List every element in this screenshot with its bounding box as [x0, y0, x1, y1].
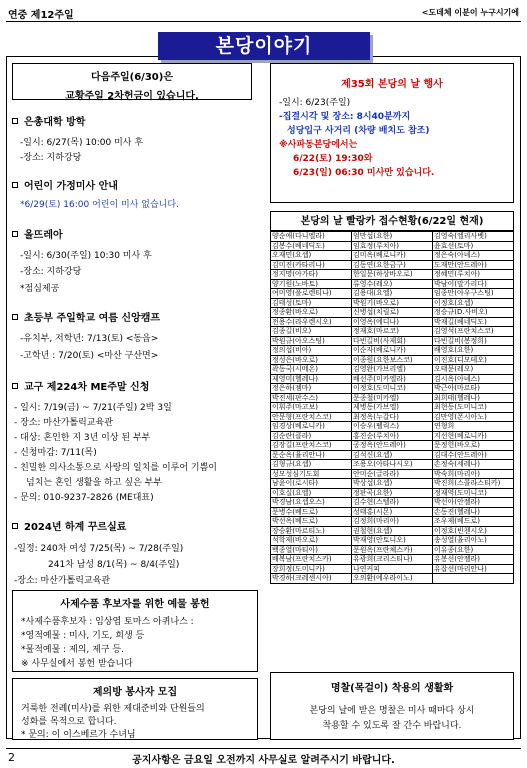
table-cell: 제병동(가브엘) [352, 403, 433, 413]
table-row [271, 564, 514, 574]
table-row [271, 555, 514, 565]
table-cell: 이순자(베로니카) [352, 346, 433, 356]
table-cell: 박경남(요셉오스) [271, 498, 352, 508]
table-cell: 한일문(하상바오로) [352, 270, 433, 280]
table-cell: 오재민(요셉) [271, 251, 352, 261]
table-row [271, 232, 514, 242]
table-cell: 김대수(안드레아) [433, 450, 514, 460]
me-line7: - 문의: 010-9237-2826 (ME대표) [14, 493, 154, 503]
table-row [271, 384, 514, 394]
table-cell: 박선아(안젤라) [433, 498, 514, 508]
table-cell: 박진세(판수스) [271, 393, 352, 403]
table-row [271, 507, 514, 517]
table-cell: 장희정(도미니카) [271, 564, 352, 574]
table-cell: 문종철(미카엘) [352, 393, 433, 403]
table-cell: 김형규(요셉) [271, 460, 352, 470]
section-camp-title: 초등부 주일학교 여름 신앙캠프 [12, 309, 160, 324]
table-cell: 유광희(크리스티나) [352, 555, 433, 565]
feast-line6: 6/23(일) 06:30 미사만 있습니다. [293, 168, 435, 178]
me-line4: - 신청마감: 7/11(목) [14, 448, 97, 458]
table-cell: 배영호(요한) [433, 346, 514, 356]
volunteer-box [12, 678, 258, 740]
table-row [271, 355, 514, 365]
table-cell: 오의환(에우라이노) [352, 574, 433, 584]
notice-box [12, 63, 252, 100]
eunchung-line2: -장소: 지하강당 [20, 153, 82, 163]
table-cell: 정승규(D.사비오) [433, 308, 514, 318]
table-cell: 김영완(가브리엘) [352, 365, 433, 375]
table-cell: 김종길(비오) [271, 327, 352, 337]
table-cell: 김미옥(베로니카) [352, 251, 433, 261]
table-row [271, 479, 514, 489]
table-cell: 이유종(요한) [433, 545, 514, 555]
page-number: 2 [8, 751, 15, 764]
table-cell: 여미영(플로렌티나) [271, 289, 352, 299]
name-tag-line2: 착용할 수 있도록 잘 간수 바랍니다. [322, 721, 462, 731]
table-cell: 정은하(젬마) [271, 384, 352, 394]
table-cell: 박근아(마르타) [433, 384, 514, 394]
table-cell: 박상섭(요셉) [352, 479, 433, 489]
table-cell: 박남이(말가리다) [433, 279, 514, 289]
table-cell: 김만영(폰시아노) [433, 412, 514, 422]
table-cell: 김미진(카타리나) [271, 260, 352, 270]
table-row [271, 469, 514, 479]
square-bullet-icon [12, 314, 18, 320]
card-table [270, 231, 514, 584]
table-row [271, 365, 514, 375]
table-cell: 배선주(미카엘라) [352, 374, 433, 384]
table-row [271, 422, 514, 432]
table-cell: 다빈길비(사제회) [352, 336, 433, 346]
table-cell: 석학제(바오로) [271, 536, 352, 546]
table-cell: 김시옥(아녜스) [433, 374, 514, 384]
table-cell: 이호실(요엘) [271, 488, 352, 498]
table-row [271, 412, 514, 422]
table-row [271, 308, 514, 318]
table-cell: 박원규(아오스팅) [271, 336, 352, 346]
table-row [271, 336, 514, 346]
table-cell: 제영미(헬레나) [271, 374, 352, 384]
table-row [271, 545, 514, 555]
volunteer-line2: 성화를 목적으로 합니다. [21, 717, 117, 727]
header-right: <도데체 이분이 누구시기에 [421, 8, 519, 17]
table-cell: 이진호(디모테오) [433, 355, 514, 365]
table-row [271, 450, 514, 460]
table-cell: 김장길(프란치스코) [271, 441, 352, 451]
table-cell: 정종환(바오로) [271, 308, 352, 318]
table-row [271, 317, 514, 327]
table-cell: 박경하(크레센시아) [271, 574, 352, 584]
table-row [271, 526, 514, 536]
table-row [271, 393, 514, 403]
table-cell: 연형희 [433, 422, 514, 432]
footer-text: 공지사항은 금요일 오전까지 사무실로 알려주시기 바랍니다. [132, 755, 395, 766]
name-tag-title: 명찰(목걸이) 착용의 생활화 [330, 683, 454, 694]
table-cell: 곽동국(시메온) [271, 365, 352, 375]
table-cell: 이휘주(마고보) [271, 403, 352, 413]
table-row [271, 270, 514, 280]
table-row [271, 536, 514, 546]
table-row [271, 260, 514, 270]
table-cell: 정성은(바오로) [271, 355, 352, 365]
olle-line2: -장소: 지하강당 [20, 267, 82, 277]
table-cell: 도재만(안드레아) [433, 260, 514, 270]
table-cell: 정지명(아가타) [271, 270, 352, 280]
table-row [271, 327, 514, 337]
table-cell: 박숙희(마리아) [433, 469, 514, 479]
offering-line3: *물적예물 : 제의, 제구 등. [21, 645, 124, 655]
table-cell: 정재호(마르코) [352, 327, 433, 337]
table-cell: 이정호(도미니코) [352, 384, 433, 394]
olle-line1: -일시: 6/30(주일) 10:30 미사 후 [20, 251, 152, 261]
table-cell: 류영수(레오) [352, 279, 433, 289]
table-cell: 문순옥(율리안나) [271, 450, 352, 460]
table-cell: 양기원(노바토) [271, 279, 352, 289]
table-cell: 임경상(베로니카) [271, 422, 352, 432]
volunteer-title: 제의방 봉사자 모집 [92, 687, 178, 698]
table-cell: 권철현(요셉) [352, 526, 433, 536]
table-cell: 남윤이(로시타) [271, 479, 352, 489]
table-cell: 다빈길비(봉정희) [433, 336, 514, 346]
section-me-title: 교구 제224차 ME주말 신청 [12, 378, 149, 393]
square-bullet-icon [12, 523, 18, 529]
table-row [271, 460, 514, 470]
table-cell: 최정옥(누갈다) [352, 412, 433, 422]
me-line5: - 친밀한 의사소통으로 사랑의 일치를 이루어 기쁨이 [14, 463, 217, 473]
table-row [271, 346, 514, 356]
table-cell: 이영옥(에디나) [352, 317, 433, 327]
table-cell: 오태문(레오) [433, 365, 514, 375]
table-cell: 전용수(라우렌시오) [271, 317, 352, 327]
table-cell: 정재역(도미니코) [433, 488, 514, 498]
table-cell: 박재영(안토니오) [352, 536, 433, 546]
feast-line2: -집결시각 및 장소: 8시40분까지 [279, 112, 411, 122]
table-cell: 김태성(토마) [271, 298, 352, 308]
table-cell: 유봉선(안젤라) [433, 555, 514, 565]
table-cell: 정의섭(비아) [271, 346, 352, 356]
table-cell: 홍진순(루치아) [352, 431, 433, 441]
table-row [271, 488, 514, 498]
header-left: 연중 제12주일 [8, 10, 74, 21]
table-cell: 김용대(요엘) [352, 289, 433, 299]
table-cell: 나연커피 [352, 564, 433, 574]
table-cell: 이정호(빈첸시오) [433, 526, 514, 536]
feast-line3: 성당입구 사거리 (차량 배치도 참조) [287, 126, 430, 136]
olle-line3: *점심제공 [20, 284, 60, 294]
card-table-title: 본당의 날 빨랑카 접수현황(6/22일 현재) [270, 211, 514, 231]
table-cell: 박진희(스콜라스티카) [433, 479, 514, 489]
children-line1: *6/29(토) 16:00 어린이 미사 없습니다. [20, 200, 179, 210]
table-cell: 안미순(글라라) [352, 469, 433, 479]
feast-line5: 6/22(토) 19:30와 [293, 154, 373, 164]
me-line2: - 장소: 마산가톨릭교육관 [14, 418, 113, 428]
table-row [271, 289, 514, 299]
table-cell [433, 574, 514, 584]
table-cell: 정판곡(요한) [352, 488, 433, 498]
kku-line1: -일정: 240차 여성 7/25(목) ~ 7/28(주일) [14, 544, 184, 554]
square-bullet-icon [12, 118, 18, 124]
table-cell: 장승환(마르티노) [271, 526, 352, 536]
volunteer-line1: 거룩한 전례(미사)를 위한 제대준비와 단원들의 [21, 704, 205, 714]
table-cell: 박재길(베네딕도) [433, 317, 514, 327]
table-cell: 김정희(마리아) [352, 517, 433, 527]
table-cell: 문원옥(프란체스카) [352, 545, 433, 555]
feast-line1: -일시: 6/23(주일) [279, 98, 351, 108]
table-row [271, 241, 514, 251]
table-cell: 이정호(요셉) [433, 298, 514, 308]
feast-title: 제35회 본당의 날 행사 [341, 79, 443, 90]
table-cell: 임종만(아우구스팅) [433, 289, 514, 299]
table-cell: 김봉수(베네딕도) [271, 241, 352, 251]
table-cell: 김동연(요한금구) [352, 260, 433, 270]
table-cell: 최희태(헬레나) [433, 393, 514, 403]
table-row [271, 251, 514, 261]
table-row [271, 498, 514, 508]
page-header [6, 5, 521, 22]
name-tag-box [270, 672, 514, 740]
camp-line2: -고학년 : 7/20(토) <마산 구산면> [20, 351, 159, 361]
offering-line1: *사제수품후보자 : 임상엽 토마스 아퀴나스 : [21, 617, 194, 627]
header-rule [6, 21, 521, 22]
table-cell: 성모성심기도회 [271, 469, 352, 479]
feast-box [270, 63, 514, 203]
table-row [271, 574, 514, 584]
table-cell: 문정헌(바오로) [433, 441, 514, 451]
table-cell: 유잡선(마리안나) [433, 564, 514, 574]
table-cell: 송성열(율리아노) [433, 536, 514, 546]
table-cell: 이승우(펠릭스) [352, 422, 433, 432]
feast-line4: ※사파동본당에서는 [279, 140, 358, 150]
me-line3: - 대상: 혼인한 지 3년 이상 된 부부 [14, 433, 151, 443]
kku-line3: -장소: 마산가톨릭교육관 [14, 576, 111, 586]
offering-box [12, 590, 258, 672]
section-kku-title: 2024년 하계 꾸르실료 [12, 518, 126, 533]
camp-line1: -유치부, 저학년: 7/13(토) <동읍> [20, 334, 159, 344]
table-cell: 신병섭(치릴로) [352, 308, 433, 318]
me-line6: 넘치는 혼인 생활을 하고 싶은 부부 [26, 478, 163, 488]
table-cell: 최현동(도미니코) [433, 403, 514, 413]
kku-line2: 241차 남성 8/1(목) ~ 8/4(주일) [48, 560, 180, 570]
square-bullet-icon [12, 231, 18, 237]
table-cell: 손동진(헬레나) [433, 507, 514, 517]
table-cell: 공정옥(안드레아) [352, 441, 433, 451]
square-bullet-icon [12, 182, 18, 188]
table-cell: 임효정(루치아) [352, 241, 433, 251]
section-olle-title: 올뜨레아 [12, 226, 63, 241]
table-cell: 정혜민(루치아) [433, 270, 514, 280]
table-cell: 성태홍(시몬) [352, 507, 433, 517]
banner-title: 본당이야기 [158, 32, 370, 60]
offering-title: 사제수품 후보자를 위한 예물 봉헌 [60, 599, 210, 610]
notice-line1: 다음주일(6/30)은 [91, 72, 173, 83]
table-cell: 김순란(클라) [271, 431, 352, 441]
table-row [271, 298, 514, 308]
offering-line4: ※ 사무실에서 봉헌 받습니다 [21, 659, 133, 669]
table-row [271, 279, 514, 289]
table-cell: 문병수(베드로) [271, 507, 352, 517]
table-cell: 엄만섭(요한) [352, 232, 433, 242]
table-cell: 조용오(아타나시오) [352, 460, 433, 470]
table-cell: 김석신(요셉) [352, 450, 433, 460]
volunteer-line3: * 문의: 이 이스베르가 수녀님 [21, 730, 136, 740]
eunchung-line1: -일시: 6/27(목) 10:00 미사 후 [20, 138, 144, 148]
table-cell: 지선현(베로니카) [433, 431, 514, 441]
table-cell: 김영석(프란치스코) [433, 327, 514, 337]
table-row [271, 374, 514, 384]
name-tag-line1: 본당의 날에 받은 명찰은 미사 때마다 상시 [309, 706, 475, 716]
table-row [271, 517, 514, 527]
table-cell: 손정숙(세레나) [433, 460, 514, 470]
section-eunchung-title: 은총대학 방학 [12, 113, 85, 128]
table-cell: 조우제(베드로) [433, 517, 514, 527]
table-cell: 양순애(다니엘라) [271, 232, 352, 242]
table-cell: 윤효선(토마) [433, 241, 514, 251]
notice-line2: 교황주일 2차헌금이 있습니다. [65, 91, 199, 102]
footer-rule [6, 748, 521, 749]
table-cell: 김수현(스텔라) [352, 498, 433, 508]
offering-line2: *영적예물 : 미사, 기도, 희생 등 [21, 631, 145, 641]
table-cell: 배복남(프란치스카) [271, 555, 352, 565]
table-cell: 백종열(마티아) [271, 545, 352, 555]
me-line1: - 일시: 7/19(금) ~ 7/21(주일) 2박 3일 [14, 403, 172, 413]
table-row [271, 403, 514, 413]
table-cell: 정은숙(아녜스) [433, 251, 514, 261]
section-children-title: 어린이 가정미사 안내 [12, 177, 118, 192]
table-row [271, 441, 514, 451]
table-cell: 안문형(프란치스코) [271, 412, 352, 422]
table-cell: 박선옥(베드로) [271, 517, 352, 527]
table-row [271, 431, 514, 441]
table-cell: 박원기(바오로) [352, 298, 433, 308]
table-cell: 김영숙(엘리사벳) [433, 232, 514, 242]
square-bullet-icon [12, 383, 18, 389]
table-cell: 이종원(요한보스코) [352, 355, 433, 365]
